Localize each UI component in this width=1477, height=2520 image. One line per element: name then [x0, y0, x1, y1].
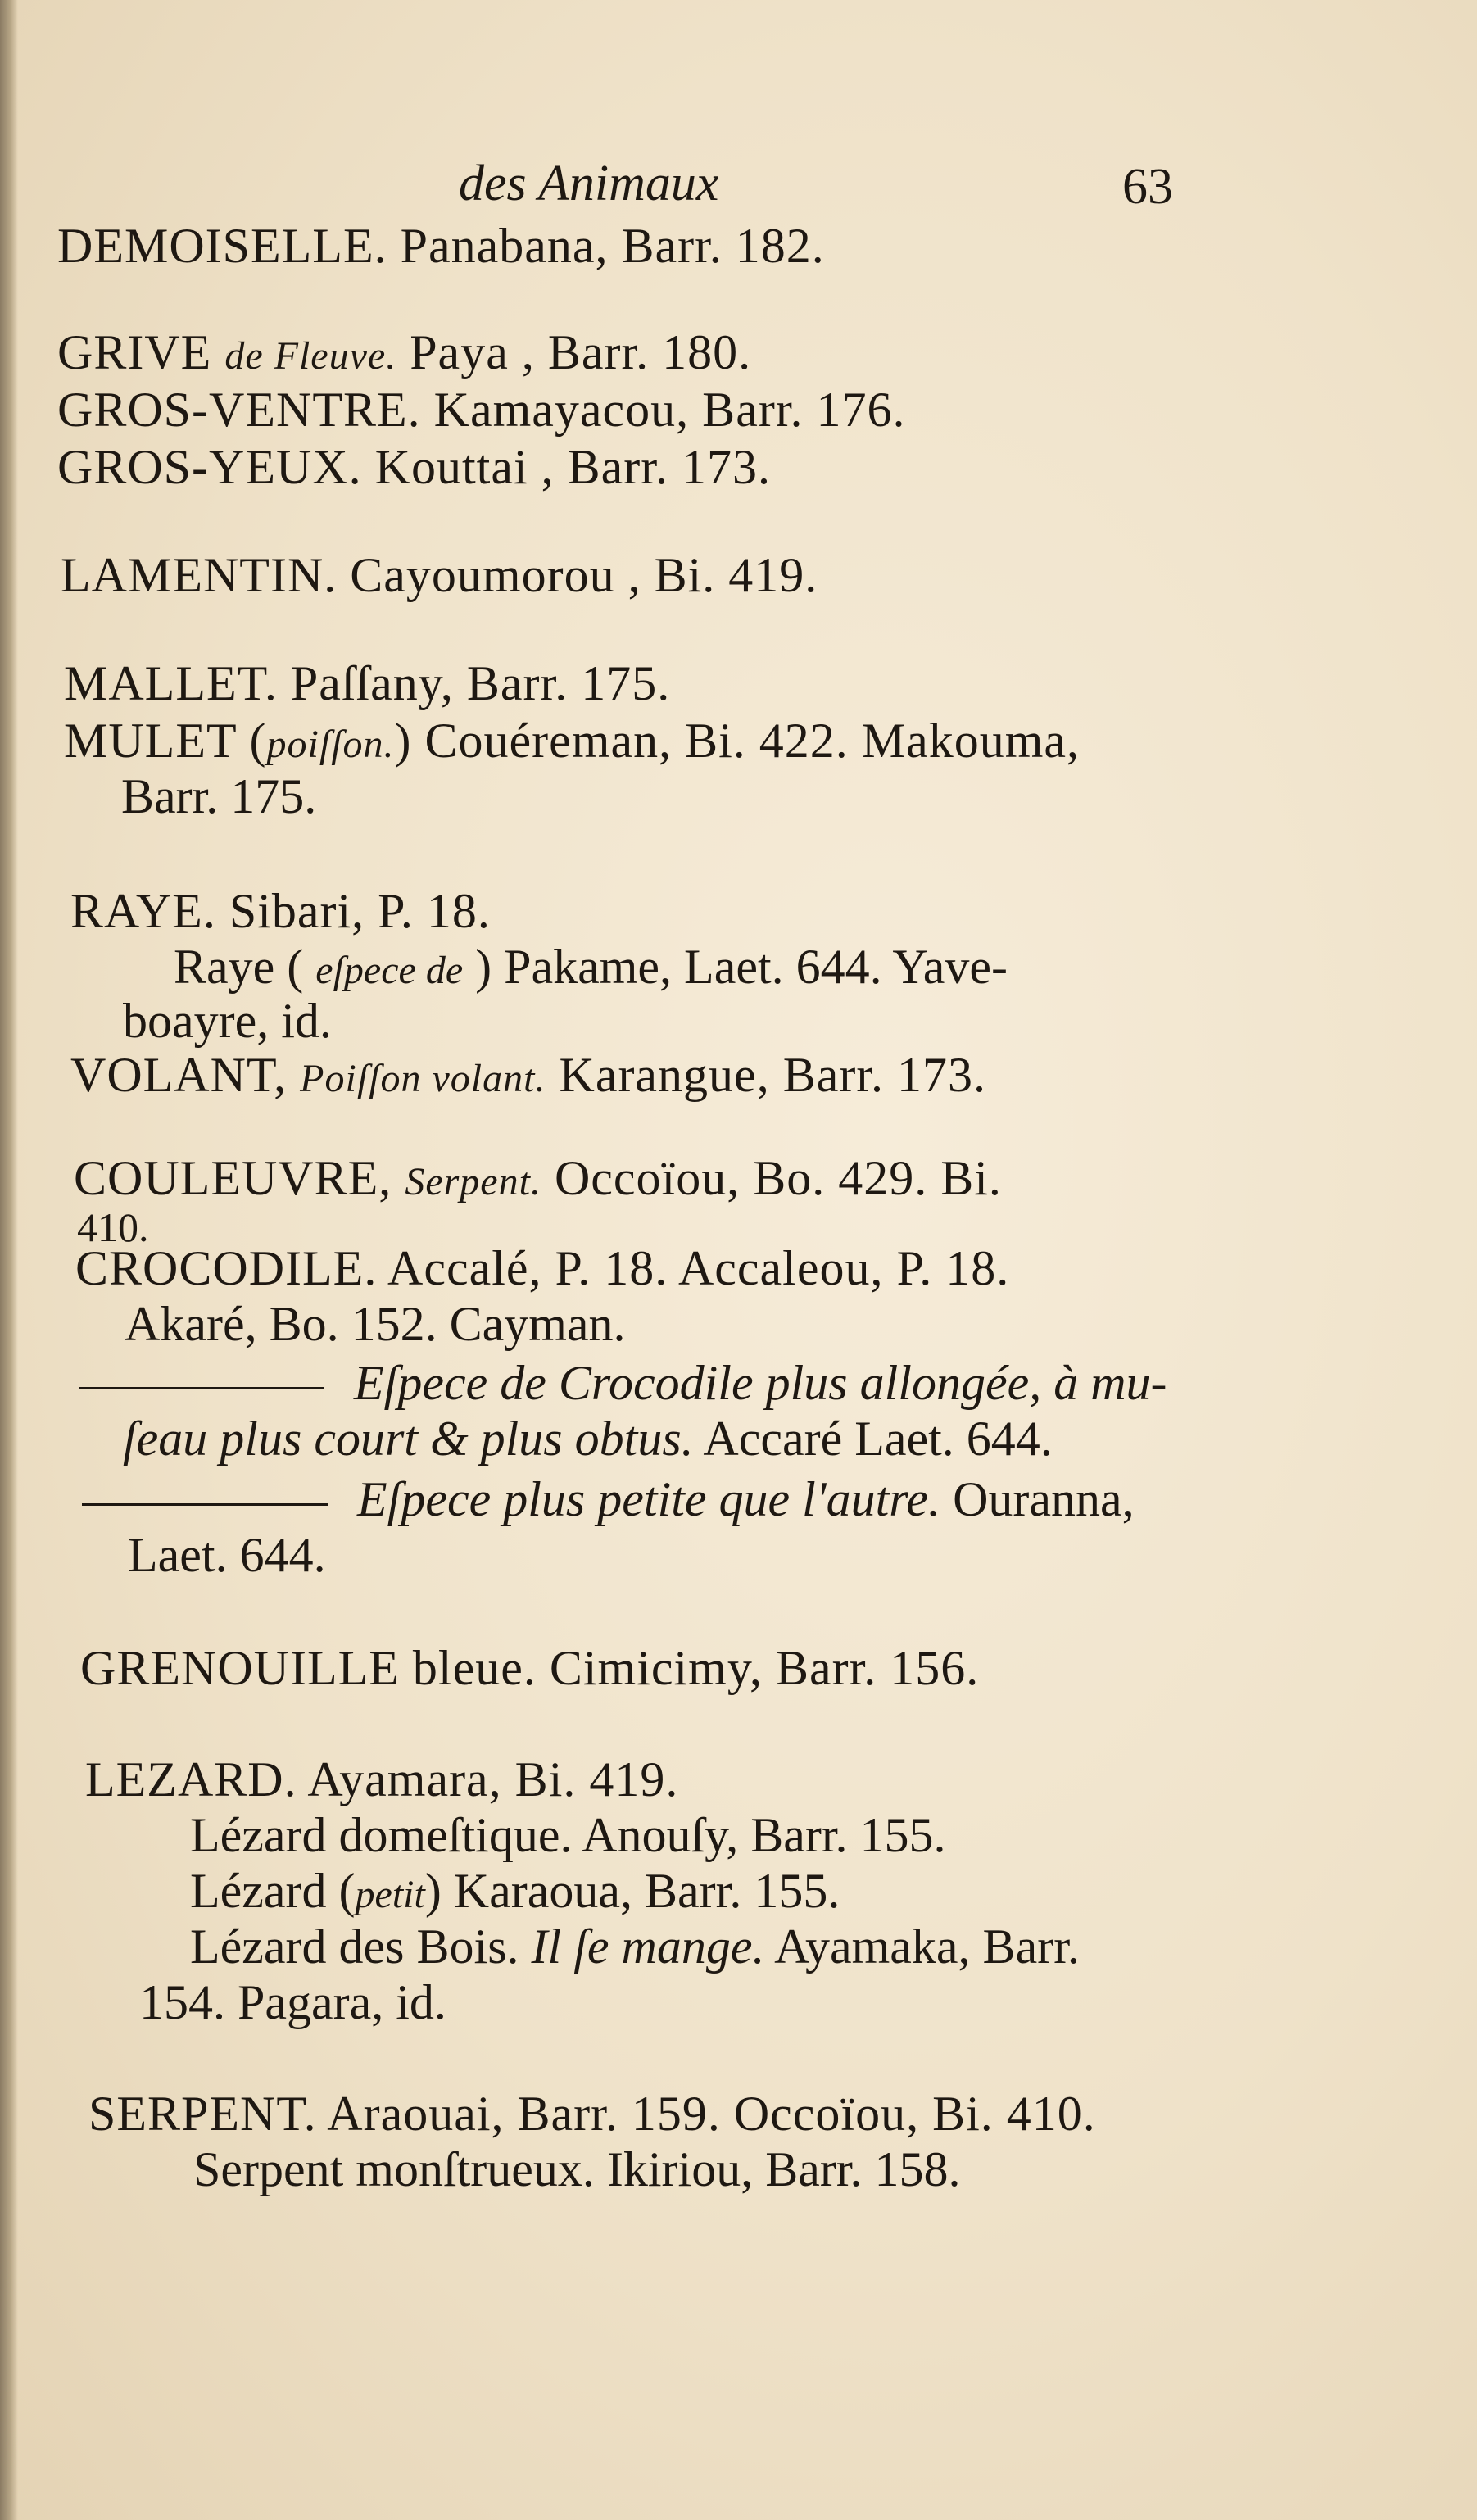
entry-raye-sub [174, 940, 1008, 997]
entry-crocodile-sub1-ref: Accaré Laet. 644. [703, 1412, 1053, 1466]
entry-lezard-sub3-rest: Ayamaka, Barr. [774, 1919, 1080, 1974]
entry-grive-rest: Paya , Barr. 180. [410, 325, 752, 379]
entry-mulet-rest: ) Couéreman, Bi. 422. Makouma, [394, 714, 1081, 768]
entry-crocodile-sub1 [79, 1357, 1167, 1409]
entry-couleuvre-qualifier: Serpent. [405, 1160, 541, 1203]
entry-crocodile-sub1-cont [123, 1412, 1053, 1465]
entry-lezard-sub3 [190, 1920, 1080, 1973]
entry-couleuvre-head: COULEUVRE, [74, 1151, 392, 1205]
entry-lezard-sub2 [190, 1865, 840, 1921]
entry-lezard-sub3-cont: 154. Pagara, id. [139, 1975, 446, 2029]
entry-volant-head: VOLANT, [70, 1048, 288, 1102]
entry-lezard-sub2-head: Lézard ( [190, 1864, 356, 1918]
entry-mallet: MALLET. Paſſany, Barr. 175. [64, 656, 671, 710]
entry-mulet-qualifier: poiſſon. [266, 723, 395, 766]
entry-crocodile-cont: Akaré, Bo. 152. Cayman. [125, 1297, 626, 1351]
entry-lezard-sub2-rest: ) Karaoua, Barr. 155. [424, 1864, 840, 1918]
entry-lezard-sub3-head: Lézard des Bois. [190, 1919, 519, 1974]
entry-grive-head: GRIVE [57, 325, 212, 379]
entry-lezard: LEZARD. Ayamara, Bi. 419. [85, 1752, 679, 1806]
entry-crocodile-sub2 [82, 1473, 1135, 1525]
entry-volant-rest: Karangue, Barr. 173. [559, 1048, 986, 1102]
entry-lamentin: LAMENTIN. Cayoumorou , Bi. 419. [61, 548, 818, 602]
running-title: des Animaux [459, 156, 719, 211]
entry-crocodile-sub1-desc: ſeau plus court & plus obtus. [123, 1412, 694, 1466]
entry-lezard-sub1: Lézard domeſtique. Anouſy, Barr. 155. [190, 1808, 946, 1862]
entry-couleuvre [74, 1152, 1002, 1208]
entry-demoiselle: DEMOISELLE. Panabana, Barr. 182. [57, 219, 825, 273]
entry-crocodile-sub1-text: Eſpece de Crocodile plus allongée, à mu- [354, 1356, 1167, 1410]
entry-mulet-cont: Barr. 175. [121, 769, 317, 823]
entry-raye-sub-rest: ) Pakame, Laet. 644. Yave- [475, 940, 1008, 994]
entry-volant [70, 1049, 986, 1105]
entry-lezard-sub2-qualifier: petit [355, 1873, 425, 1916]
entry-lezard-sub3-note: Il ſe mange. [531, 1919, 765, 1974]
entry-volant-qualifier: Poiſſon volant. [300, 1057, 546, 1100]
entry-grive [57, 326, 751, 383]
entry-crocodile-sub2-ref: Ouranna, [953, 1472, 1135, 1526]
entry-grive-qualifier: de Fleuve. [224, 334, 397, 378]
entry-mulet-head: MULET ( [64, 714, 267, 768]
entry-couleuvre-cont: 410. [77, 1204, 149, 1250]
entry-gros-yeux: GROS-YEUX. Kouttai , Barr. 173. [57, 440, 771, 494]
entry-raye-sub-qualifier: eſpece de [315, 949, 464, 992]
entry-gros-ventre: GROS-VENTRE. Kamayacou, Barr. 176. [57, 383, 906, 437]
entry-grenouille: GRENOUILLE bleue. Cimicimy, Barr. 156. [80, 1641, 980, 1695]
book-spine-shadow [0, 0, 18, 2520]
entry-serpent: SERPENT. Araouai, Barr. 159. Occoïou, Bi. 410. [88, 2087, 1096, 2141]
entry-crocodile-sub2-cont: Laet. 644. [128, 1528, 326, 1582]
entry-crocodile: CROCODILE. Accalé, P. 18. Accaleou, P. 18. [75, 1241, 1010, 1295]
entry-raye-sub-cont: boayre, id. [123, 994, 332, 1048]
entry-serpent-sub: Serpent monſtrueux. Ikiriou, Barr. 158. [193, 2142, 961, 2196]
ditto-dash [79, 1387, 324, 1389]
entry-couleuvre-rest: Occoïou, Bo. 429. Bi. [554, 1151, 1002, 1205]
entry-raye-sub-head: Raye ( [174, 940, 304, 994]
entry-mulet [64, 714, 1080, 771]
entry-crocodile-sub2-desc: Eſpece plus petite que l'autre. [357, 1472, 941, 1526]
ditto-dash [82, 1503, 328, 1506]
page-number: 63 [1122, 159, 1173, 215]
entry-raye: RAYE. Sibari, P. 18. [70, 884, 491, 938]
